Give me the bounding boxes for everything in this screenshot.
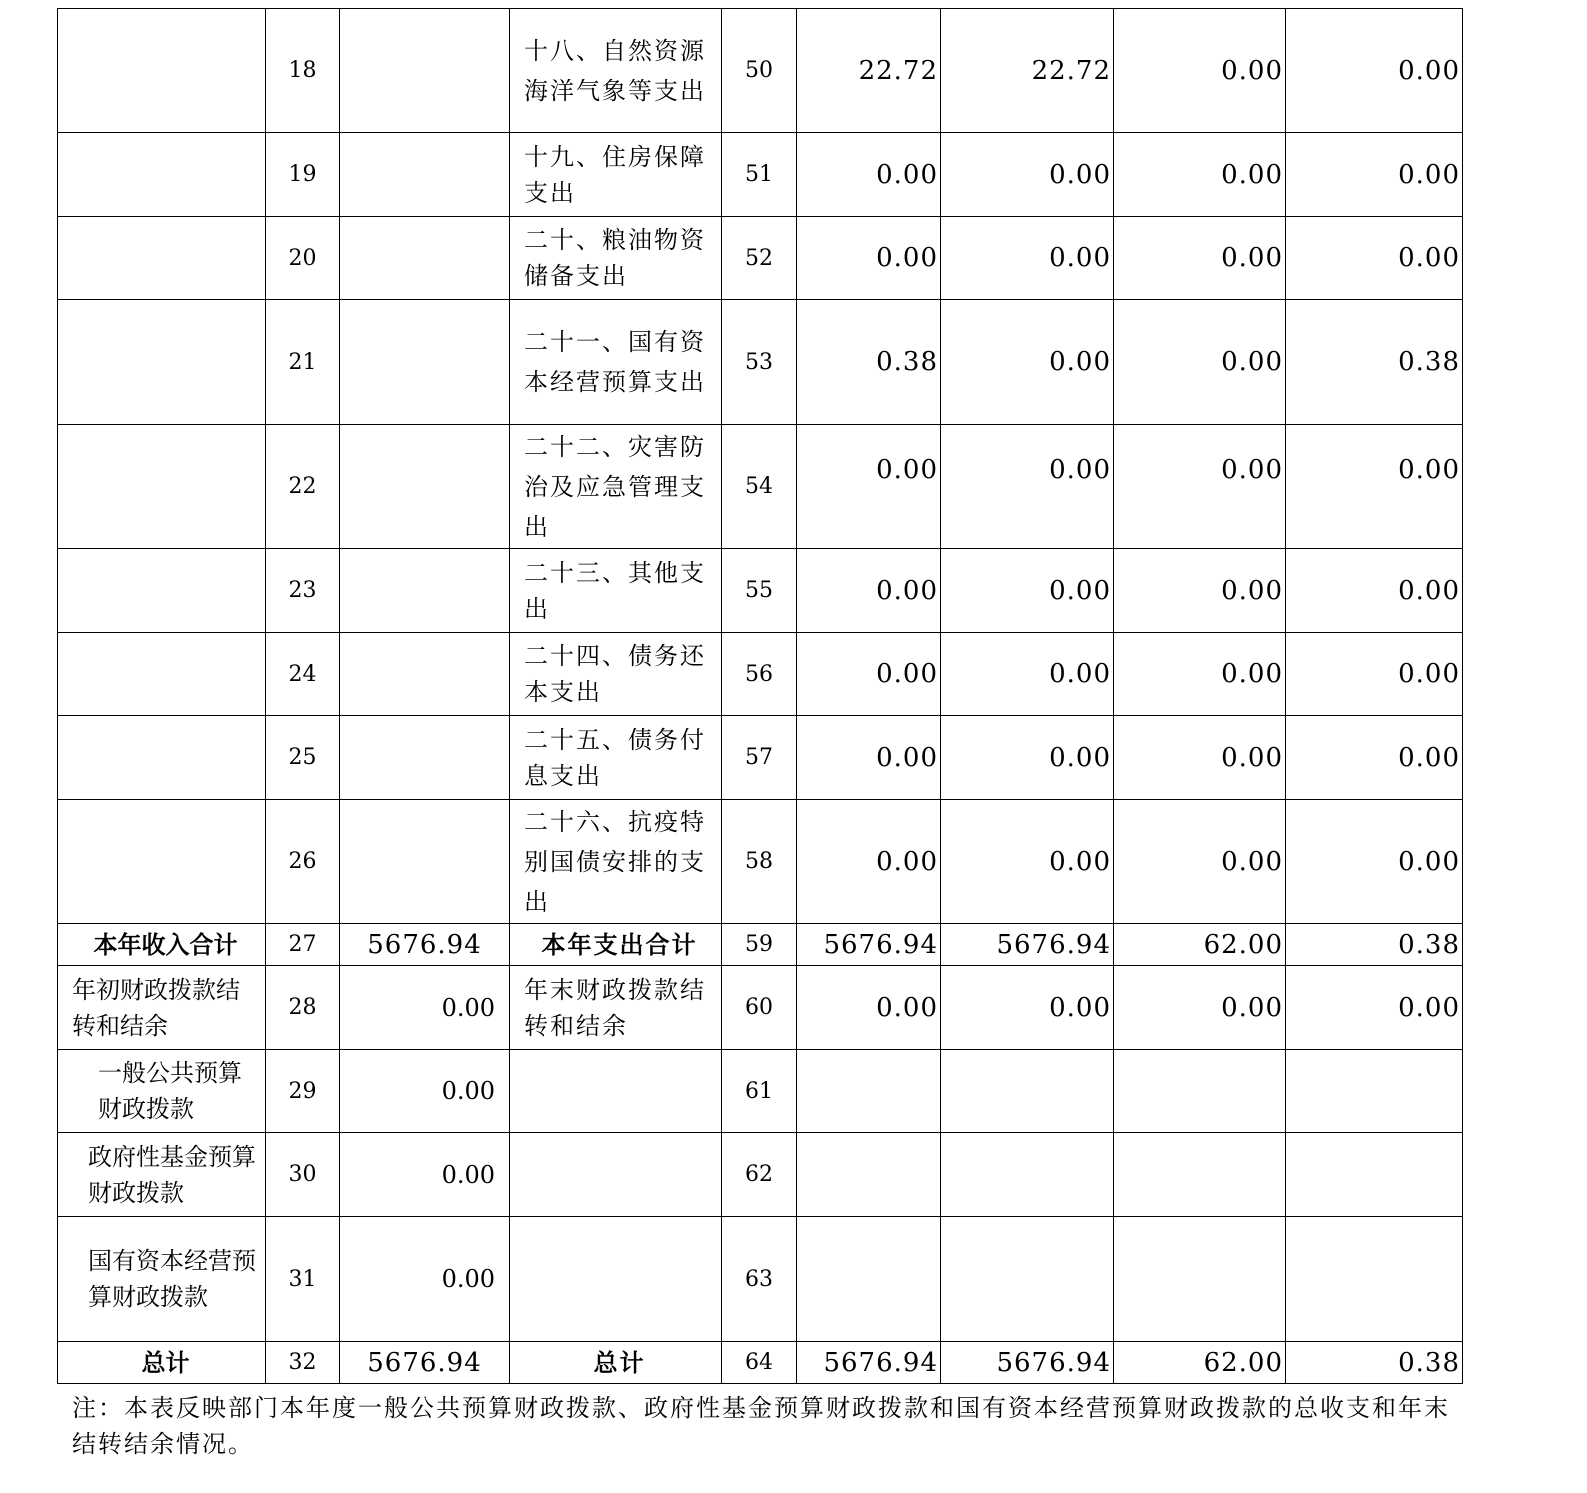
income-item-cell (58, 425, 266, 549)
general-budget-cell: 22.72 (941, 9, 1114, 133)
income-item-cell: 一般公共预算财政拨款 (58, 1050, 266, 1133)
expense-total-cell: 0.38 (797, 300, 941, 425)
income-item-cell: 年初财政拨款结转和结余 (58, 966, 266, 1050)
table-row (58, 300, 1463, 425)
general-budget-cell (941, 1050, 1114, 1133)
fund-budget-cell: 0.00 (1114, 133, 1286, 217)
fund-budget-cell: 0.00 (1114, 217, 1286, 300)
income-item-cell: 国有资本经营预算财政拨款 (58, 1217, 266, 1342)
income-amount-cell (340, 425, 510, 549)
expense-row-number: 60 (722, 966, 797, 1050)
state-capital-budget-cell: 0.00 (1286, 425, 1463, 549)
expense-row-number: 55 (722, 549, 797, 633)
table-row (58, 800, 1463, 924)
state-capital-budget-cell (1286, 1050, 1463, 1133)
expense-total-cell (797, 1050, 941, 1133)
general-budget-cell: 0.00 (941, 133, 1114, 217)
fund-budget-cell: 0.00 (1114, 425, 1286, 549)
table-row (58, 133, 1463, 217)
income-row-number: 28 (266, 966, 340, 1050)
table-row (58, 549, 1463, 633)
income-row-number: 27 (266, 924, 340, 966)
state-capital-budget-cell (1286, 1133, 1463, 1217)
expense-row-number: 54 (722, 425, 797, 549)
expense-item-cell: 二十六、抗疫特别国债安排的支出 (510, 800, 722, 924)
table-row (58, 716, 1463, 800)
expense-total-cell: 0.00 (797, 800, 941, 924)
income-item-cell (58, 716, 266, 800)
expense-row-number: 61 (722, 1050, 797, 1133)
expense-row-number: 64 (722, 1342, 797, 1384)
table-row (58, 9, 1463, 133)
state-capital-budget-cell: 0.00 (1286, 549, 1463, 633)
expense-item-cell: 二十一、国有资本经营预算支出 (510, 300, 722, 425)
fund-budget-cell: 62.00 (1114, 924, 1286, 966)
general-budget-cell (941, 1133, 1114, 1217)
fund-budget-cell: 62.00 (1114, 1342, 1286, 1384)
general-budget-cell (941, 1217, 1114, 1342)
expense-row-number: 51 (722, 133, 797, 217)
fund-budget-cell: 0.00 (1114, 716, 1286, 800)
fund-budget-cell: 0.00 (1114, 966, 1286, 1050)
table-row (58, 1133, 1463, 1217)
expense-row-number: 58 (722, 800, 797, 924)
fund-budget-cell (1114, 1050, 1286, 1133)
expense-total-cell: 0.00 (797, 133, 941, 217)
general-budget-cell: 0.00 (941, 800, 1114, 924)
income-row-number: 32 (266, 1342, 340, 1384)
expense-item-cell: 二十二、灾害防治及应急管理支出 (510, 425, 722, 549)
expense-item-cell: 十八、自然资源海洋气象等支出 (510, 9, 722, 133)
state-capital-budget-cell (1286, 1217, 1463, 1342)
income-item-cell (58, 9, 266, 133)
fund-budget-cell: 0.00 (1114, 9, 1286, 133)
state-capital-budget-cell: 0.38 (1286, 924, 1463, 966)
expense-total-cell: 5676.94 (797, 1342, 941, 1384)
general-budget-cell: 0.00 (941, 300, 1114, 425)
fund-budget-cell (1114, 1217, 1286, 1342)
general-budget-cell: 0.00 (941, 217, 1114, 300)
income-item-cell: 本年收入合计 (58, 924, 266, 966)
income-amount-cell (340, 300, 510, 425)
expense-total-cell: 0.00 (797, 217, 941, 300)
fund-budget-cell: 0.00 (1114, 800, 1286, 924)
income-amount-cell (340, 9, 510, 133)
expense-total-cell: 0.00 (797, 966, 941, 1050)
income-row-number: 21 (266, 300, 340, 425)
expense-item-cell: 二十三、其他支出 (510, 549, 722, 633)
fund-budget-cell: 0.00 (1114, 549, 1286, 633)
expense-total-cell: 0.00 (797, 633, 941, 716)
table-footnote: 注：本表反映部门本年度一般公共预算财政拨款、政府性基金预算财政拨款和国有资本经营预算财政拨款的总收支和年末结转结余情况。 (72, 1394, 1450, 1458)
state-capital-budget-cell: 0.00 (1286, 217, 1463, 300)
expense-row-number: 62 (722, 1133, 797, 1217)
expense-item-cell: 二十、粮油物资储备支出 (510, 217, 722, 300)
expense-total-cell: 22.72 (797, 9, 941, 133)
table-row (58, 924, 1463, 966)
income-amount-cell (340, 633, 510, 716)
state-capital-budget-cell: 0.38 (1286, 300, 1463, 425)
state-capital-budget-cell: 0.00 (1286, 716, 1463, 800)
state-capital-budget-cell: 0.00 (1286, 966, 1463, 1050)
income-amount-cell: 0.00 (340, 966, 510, 1050)
table-row (58, 1217, 1463, 1342)
expense-row-number: 63 (722, 1217, 797, 1342)
state-capital-budget-cell: 0.00 (1286, 133, 1463, 217)
fund-budget-cell (1114, 1133, 1286, 1217)
general-budget-cell: 0.00 (941, 549, 1114, 633)
expense-item-cell (510, 1133, 722, 1217)
general-budget-cell: 5676.94 (941, 924, 1114, 966)
expense-row-number: 57 (722, 716, 797, 800)
income-row-number: 25 (266, 716, 340, 800)
income-item-cell (58, 133, 266, 217)
income-item-cell (58, 217, 266, 300)
expense-total-cell: 5676.94 (797, 924, 941, 966)
expense-item-cell (510, 1050, 722, 1133)
expense-item-cell: 二十四、债务还本支出 (510, 633, 722, 716)
general-budget-cell: 0.00 (941, 633, 1114, 716)
fund-budget-cell: 0.00 (1114, 300, 1286, 425)
expense-row-number: 50 (722, 9, 797, 133)
state-capital-budget-cell: 0.38 (1286, 1342, 1463, 1384)
expense-row-number: 59 (722, 924, 797, 966)
income-amount-cell (340, 549, 510, 633)
table-row (58, 217, 1463, 300)
expense-item-cell (510, 1217, 722, 1342)
expense-item-cell: 年末财政拨款结转和结余 (510, 966, 722, 1050)
fund-budget-cell: 0.00 (1114, 633, 1286, 716)
income-item-cell (58, 800, 266, 924)
income-item-cell: 总计 (58, 1342, 266, 1384)
table-row (58, 1050, 1463, 1133)
income-item-cell: 政府性基金预算财政拨款 (58, 1133, 266, 1217)
income-row-number: 30 (266, 1133, 340, 1217)
income-item-cell (58, 633, 266, 716)
expense-item-cell: 十九、住房保障支出 (510, 133, 722, 217)
expense-row-number: 53 (722, 300, 797, 425)
income-amount-cell: 5676.94 (340, 1342, 510, 1384)
income-row-number: 26 (266, 800, 340, 924)
income-row-number: 22 (266, 425, 340, 549)
table-row (58, 1342, 1463, 1384)
income-amount-cell: 0.00 (340, 1217, 510, 1342)
expense-total-cell: 0.00 (797, 716, 941, 800)
expense-total-cell: 0.00 (797, 549, 941, 633)
expense-total-cell: 0.00 (797, 425, 941, 549)
income-row-number: 31 (266, 1217, 340, 1342)
income-amount-cell (340, 217, 510, 300)
general-budget-cell: 0.00 (941, 425, 1114, 549)
expense-row-number: 52 (722, 217, 797, 300)
income-row-number: 18 (266, 9, 340, 133)
income-row-number: 23 (266, 549, 340, 633)
general-budget-cell: 5676.94 (941, 1342, 1114, 1384)
income-item-cell (58, 549, 266, 633)
state-capital-budget-cell: 0.00 (1286, 800, 1463, 924)
expense-item-cell: 本年支出合计 (510, 924, 722, 966)
expense-total-cell (797, 1217, 941, 1342)
income-row-number: 19 (266, 133, 340, 217)
general-budget-cell: 0.00 (941, 716, 1114, 800)
general-budget-cell: 0.00 (941, 966, 1114, 1050)
table-row (58, 633, 1463, 716)
expense-item-cell: 二十五、债务付息支出 (510, 716, 722, 800)
income-row-number: 24 (266, 633, 340, 716)
state-capital-budget-cell: 0.00 (1286, 633, 1463, 716)
income-amount-cell: 0.00 (340, 1133, 510, 1217)
income-amount-cell: 0.00 (340, 1050, 510, 1133)
expense-row-number: 56 (722, 633, 797, 716)
fiscal-appropriation-table (57, 8, 1463, 1384)
income-item-cell (58, 300, 266, 425)
income-amount-cell (340, 800, 510, 924)
expense-item-cell: 总计 (510, 1342, 722, 1384)
income-row-number: 20 (266, 217, 340, 300)
expense-total-cell (797, 1133, 941, 1217)
table-row (58, 966, 1463, 1050)
table-row (58, 425, 1463, 549)
income-amount-cell (340, 133, 510, 217)
income-amount-cell: 5676.94 (340, 924, 510, 966)
income-row-number: 29 (266, 1050, 340, 1133)
state-capital-budget-cell: 0.00 (1286, 9, 1463, 133)
income-amount-cell (340, 716, 510, 800)
